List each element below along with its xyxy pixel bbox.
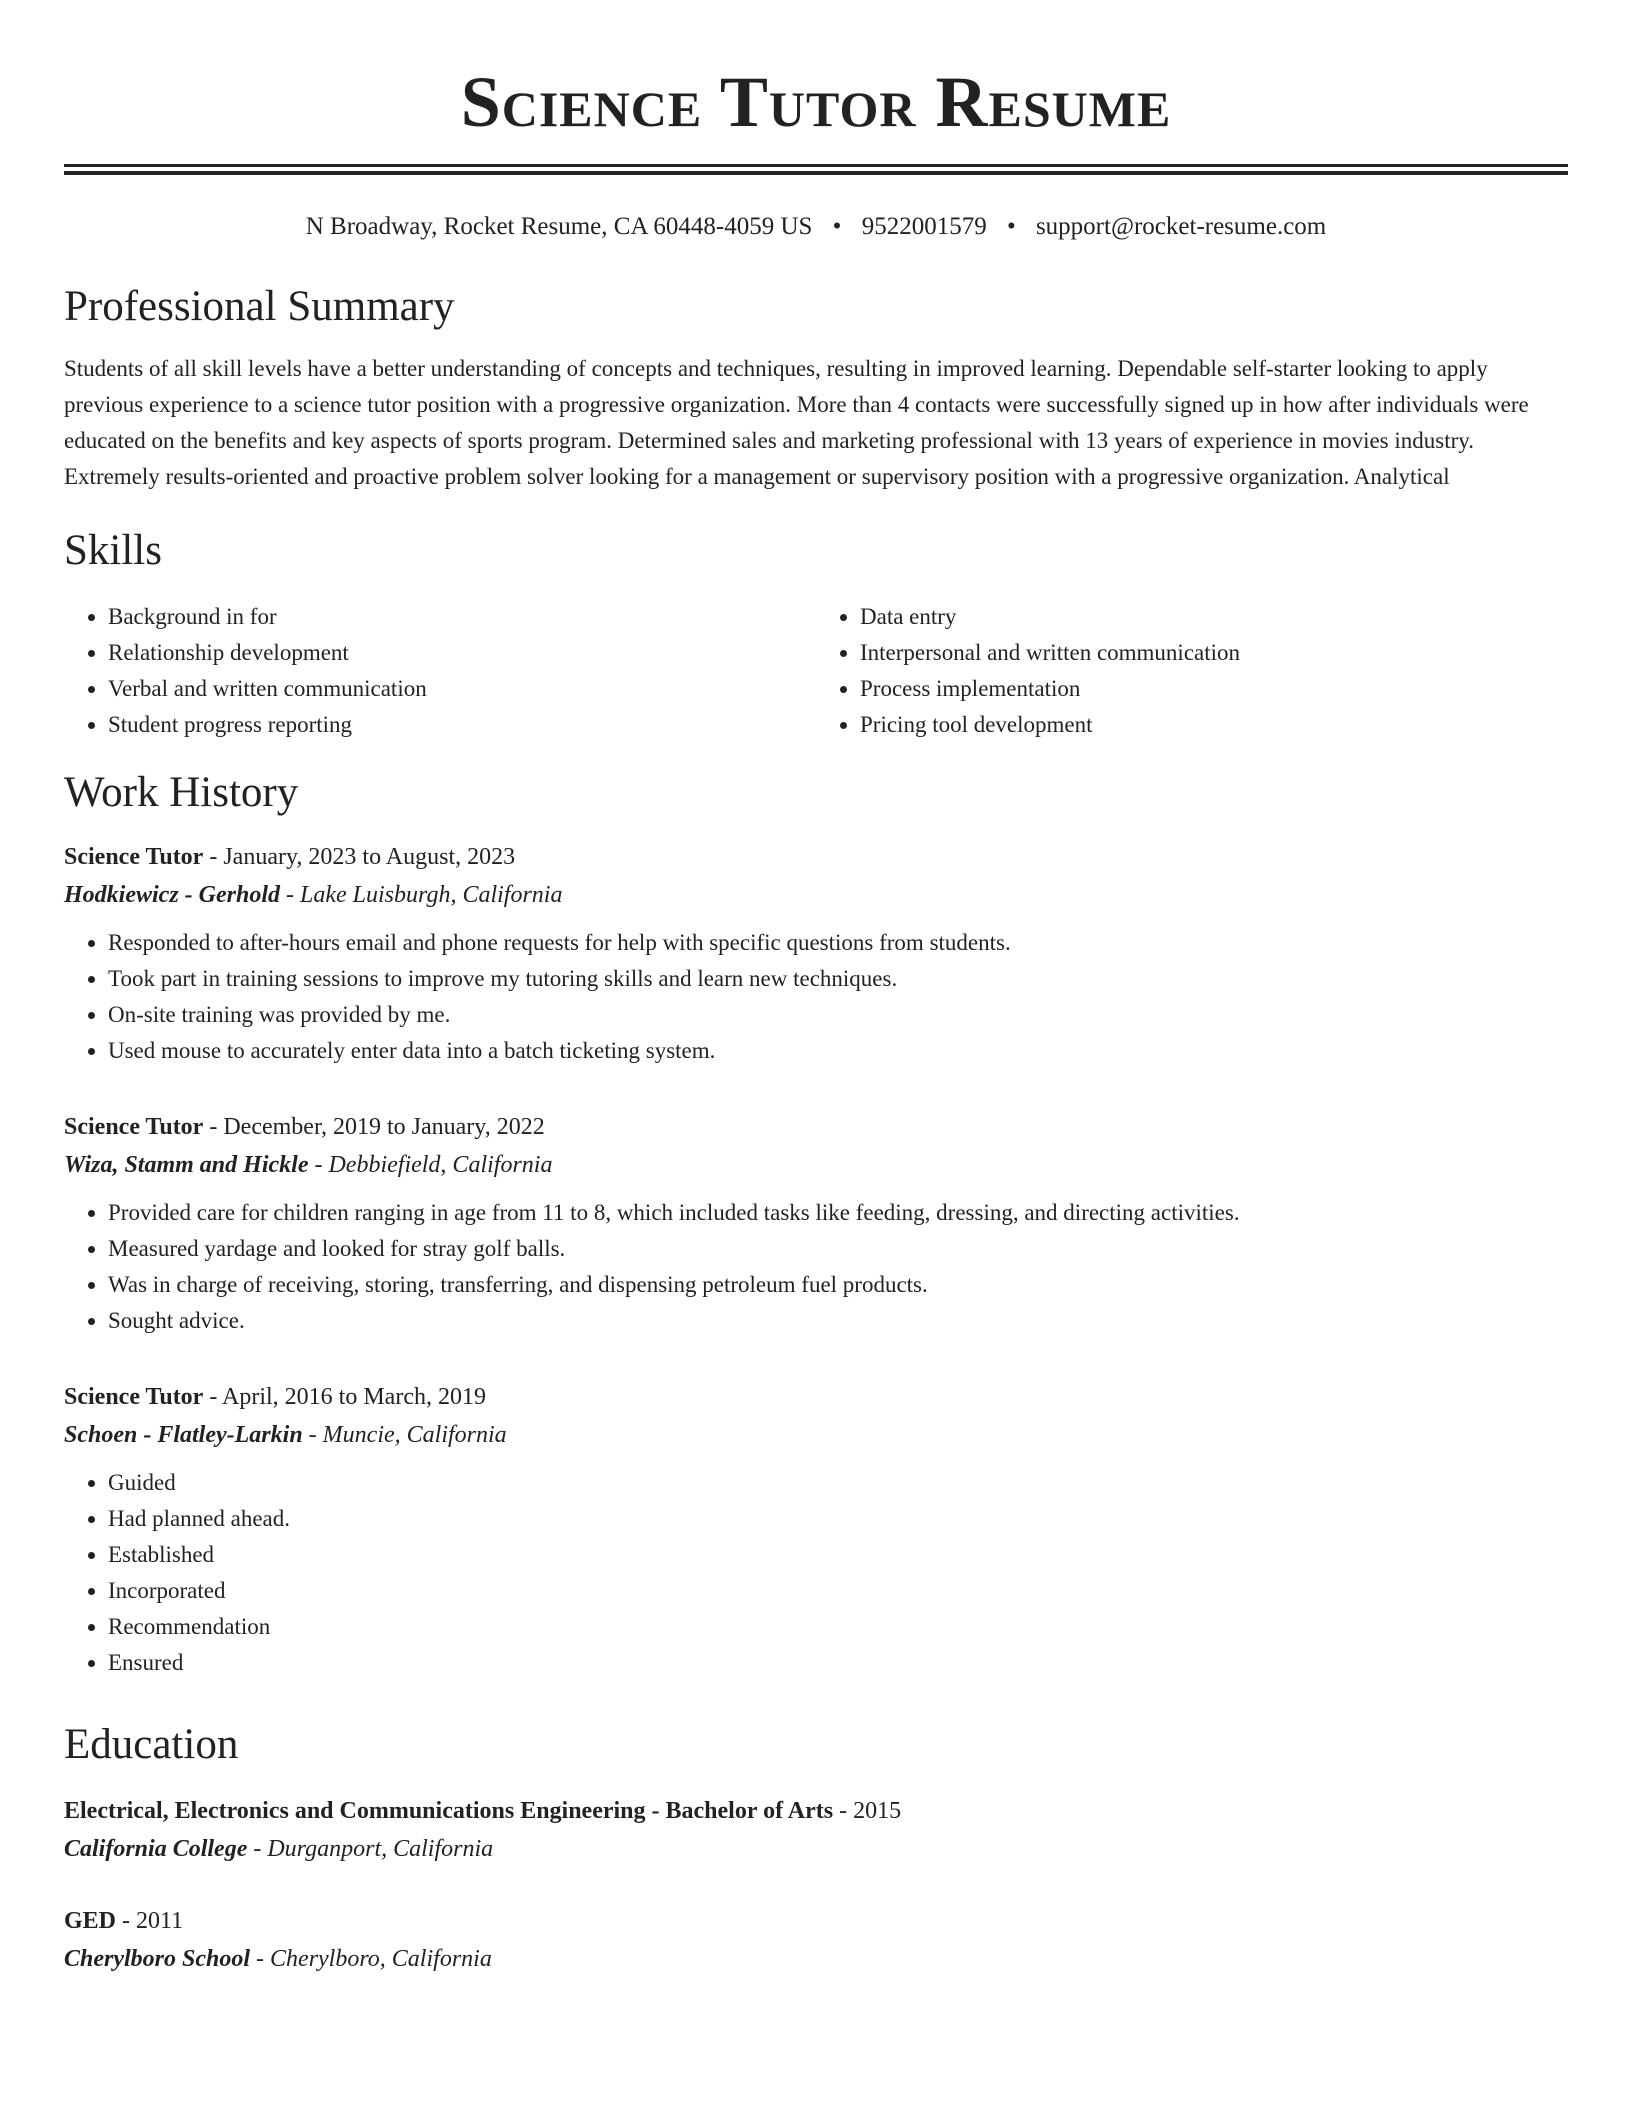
job-bullet: • Guided [108,1465,1568,1501]
job-bullet: • Recommendation [108,1609,1568,1645]
work-history-heading: Work History [64,769,299,816]
job-bullet: • Responded to after-hours email and phone requests for help with specific questions from students. [108,925,1568,961]
education-school-line: Cherylboro School - Cherylboro, California [64,1946,492,1972]
job-bullet: • Established [108,1537,1568,1573]
skills-column-left [64,599,816,743]
job-bullets [64,1465,1568,1681]
job-dates: December, 2019 to January, 2022 [223,1114,545,1140]
skill-item: • Pricing tool development [860,707,1568,743]
skills-column-right [816,599,1568,743]
job-bullet: • Incorporated [108,1573,1568,1609]
job-bullet: • Ensured [108,1645,1568,1681]
job-company-line: Hodkiewicz - Gerhold - Lake Luisburgh, California [64,882,563,908]
job-title: Science Tutor [64,844,204,870]
contact-address: N Broadway, Rocket Resume, CA 60448-4059 US [305,213,813,240]
job-entry [64,839,1568,1069]
title-double-rule [64,164,1568,175]
contact-phone: 9522001579 [861,213,987,240]
job-title: Science Tutor [64,1114,204,1140]
education-heading: Education [64,1721,239,1768]
job-title: Science Tutor [64,1384,204,1410]
summary-heading: Professional Summary [64,283,455,330]
skill-item: • Interpersonal and written communication [860,635,1568,671]
job-bullet: • Sought advice. [108,1303,1568,1339]
education-school-line: California College - Durganport, California [64,1836,494,1862]
contact-email: support@rocket-resume.com [1035,213,1327,240]
job-bullet: • Had planned ahead. [108,1501,1568,1537]
job-title-line: Science Tutor - December, 2019 to January, 2022 [64,1114,545,1140]
education-location: Durganport, California [267,1836,494,1862]
education-school: Cherylboro School [64,1946,251,1972]
job-dates: January, 2023 to August, 2023 [223,844,516,870]
contact-line [64,211,1568,243]
skills-heading: Skills [64,527,162,574]
education-location: Cherylboro, California [270,1946,492,1972]
education-year: 2015 [853,1798,902,1824]
job-bullets [64,1195,1568,1339]
job-company: Wiza, Stamm and Hickle [64,1152,309,1178]
job-bullet: • Was in charge of receiving, storing, transferring, and dispensing petroleum fuel products. [108,1267,1568,1303]
contact-separator: • [1006,213,1016,240]
job-entry [64,1379,1568,1681]
job-bullet: • On-site training was provided by me. [108,997,1568,1033]
job-bullet: • Used mouse to accurately enter data into a batch ticketing system. [108,1033,1568,1069]
job-bullets [64,925,1568,1069]
job-company-line: Schoen - Flatley-Larkin - Muncie, California [64,1422,507,1448]
education-entry [64,1793,1568,1869]
job-dates: April, 2016 to March, 2019 [222,1384,486,1410]
job-company-line: Wiza, Stamm and Hickle - Debbiefield, California [64,1152,553,1178]
skills-list [64,599,1568,743]
education-entry [64,1903,1568,1979]
job-location: Muncie, California [322,1422,507,1448]
education-school: California College [64,1836,248,1862]
job-bullet: • Provided care for children ranging in age from 11 to 8, which included tasks like feeding, dressing, and directing activities. [108,1195,1568,1231]
job-title-line: Science Tutor - April, 2016 to March, 2019 [64,1384,486,1410]
skill-item: • Process implementation [860,671,1568,707]
education-degree: Electrical, Electronics and Communications Engineering - Bachelor of Arts [64,1798,834,1824]
job-location: Debbiefield, California [328,1152,553,1178]
education-degree-line: GED - 2011 [64,1908,184,1934]
job-entry [64,1109,1568,1339]
skill-item: • Relationship development [108,635,816,671]
skill-item: • Verbal and written communication [108,671,816,707]
job-bullet: • Measured yardage and looked for stray golf balls. [108,1231,1568,1267]
job-bullet: • Took part in training sessions to improve my tutoring skills and learn new techniques. [108,961,1568,997]
skill-item: • Data entry [860,599,1568,635]
skill-item: • Student progress reporting [108,707,816,743]
job-company: Schoen - Flatley-Larkin [64,1422,303,1448]
summary-text: Students of all skill levels have a better understanding of concepts and techniques, resulting in improved learning. Dependable self-starter looking to apply previous experience to a science tutor position with a progressive organization. More than 4 contacts were successfully signed up in how after individuals were educated on the benefits and key aspects of sports program. Determined sales and marketing professional with 13 years of experience in movies industry. Extremely results-oriented and proactive problem solver looking for a management or supervisory position with a progressive organization. Analytical [64,356,1529,489]
job-company: Hodkiewicz - Gerhold [64,882,280,908]
resume-title: Science Tutor Resume [460,62,1172,142]
skill-item: • Background in for [108,599,816,635]
job-title-line: Science Tutor - January, 2023 to August, 2023 [64,844,516,870]
education-year: 2011 [136,1908,184,1934]
education-degree: GED [64,1908,117,1934]
job-location: Lake Luisburgh, California [300,882,563,908]
education-degree-line: Electrical, Electronics and Communications Engineering - Bachelor of Arts - 2015 [64,1798,902,1824]
contact-separator: • [832,213,842,240]
